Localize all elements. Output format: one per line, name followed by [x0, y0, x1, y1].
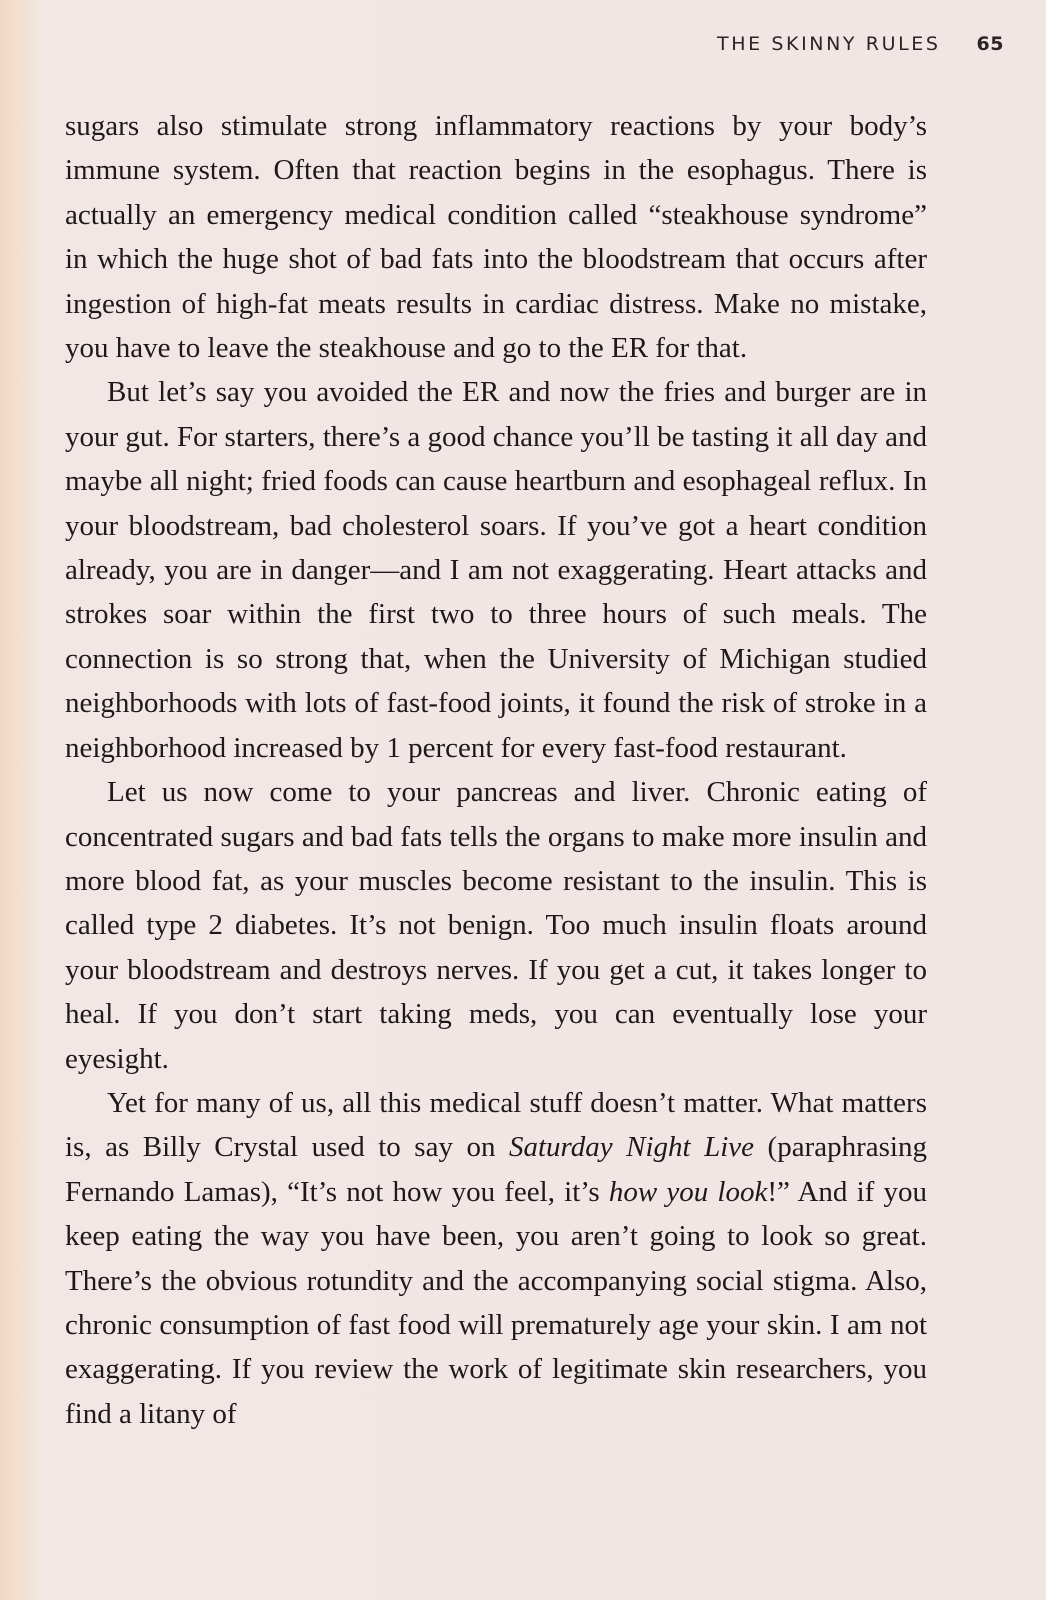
paragraph-4-text-c: !” And if you keep eating the way you have been, you aren’t going to look so great. There’s the obvious rotundity and the accompanying social stigma. Also, chronic consumption of fast food will prematurely age your skin. I am not exaggerating. If you review the work of legitimate skin researchers, you find a litany of: [65, 1175, 927, 1430]
paragraph-4-text-a: Yet for many of us, all this medical stuff doesn’t matter. What matters is, as Billy Crystal used to say on: [65, 1086, 927, 1164]
running-title: THE SKINNY RULES: [717, 33, 941, 55]
paragraph-4-italic-quote: how you look: [608, 1175, 768, 1208]
page-header: [717, 33, 1004, 57]
page-number: 65: [976, 33, 1004, 55]
paragraph-4-italic-show-title: Saturday Night Live: [509, 1131, 755, 1164]
paragraph-1: sugars also stimulate strong inflammatory reactions by your body’s immune system. Often that reaction begins in the esophagus. There is actually an emergency medical condition called “steakhouse syndrome” in which the huge shot of bad fats into the bloodstream that occurs after ingestion of high-fat meats results in cardiac distress. Make no mistake, you have to leave the steakhouse and go to the ER for that.: [65, 110, 927, 365]
paragraph-2: But let’s say you avoided the ER and now the fries and burger are in your gut. For starters, there’s a good chance you’ll be tasting it all day and maybe all night; fried foods can cause heartburn and esophageal reflux. In your bloodstream, bad cholesterol soars. If you’ve got a heart condition already, you are in danger—and I am not exaggerating. Heart attacks and strokes soar within the first two to three hours of such meals. The connection is so strong that, when the University of Michigan studied neighborhoods with lots of fast-food joints, it found the risk of stroke in a neighborhood increased by 1 percent for every fast-food restaurant.: [65, 376, 927, 764]
paragraph-4: [65, 1081, 927, 1436]
paragraph-4-text-b: (paraphrasing Fernando Lamas), “It’s not how you feel, it’s: [65, 1131, 927, 1208]
paragraph-3: Let us now come to your pancreas and liver. Chronic eating of concentrated sugars and bad fats tells the organs to make more insulin and more blood fat, as your muscles become resistant to the insulin. This is called type 2 diabetes. It’s not benign. Too much insulin floats around your bloodstream and destroys nerves. If you get a cut, it takes longer to heal. If you don’t start taking meds, you can eventually lose your eyesight.: [65, 776, 927, 1075]
body-text: [65, 104, 927, 1436]
